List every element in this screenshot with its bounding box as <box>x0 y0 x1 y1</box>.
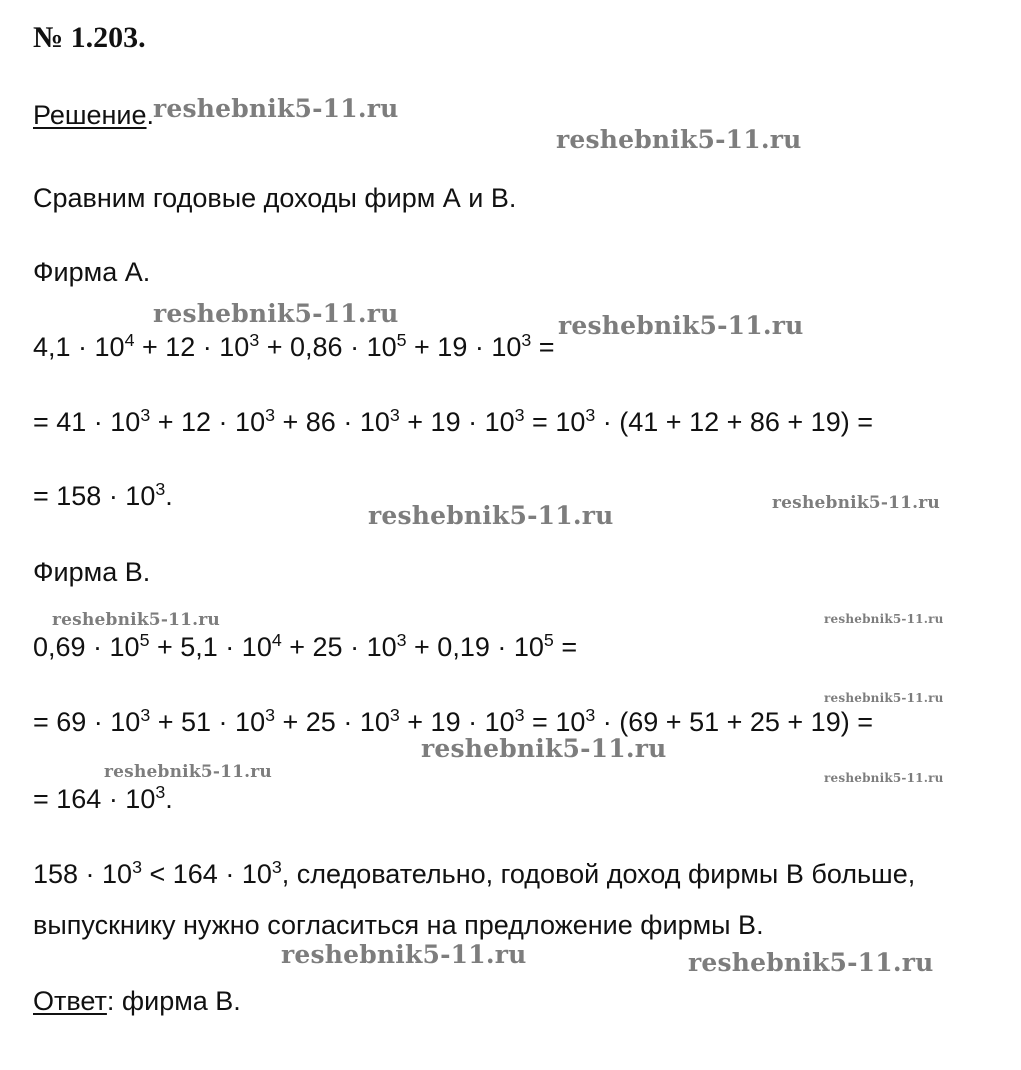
math-text: + 19 · 10 <box>406 332 522 362</box>
watermark: reshebnik5-11.ru <box>153 94 399 123</box>
watermark: reshebnik5-11.ru <box>824 691 944 705</box>
exponent: 3 <box>155 479 166 500</box>
exponent: 3 <box>585 405 596 426</box>
math-text: = <box>531 332 555 362</box>
math-text: = 158 · 10 <box>33 481 156 511</box>
exponent: 4 <box>124 330 135 351</box>
exponent: 3 <box>514 705 525 726</box>
conclusion-line-1 <box>33 858 915 890</box>
math-text: . <box>165 784 173 814</box>
math-text: . <box>165 481 173 511</box>
math-text: 0,69 · 10 <box>33 632 140 662</box>
math-text: + 0,86 · 10 <box>259 332 397 362</box>
firm-b-equation-line-3 <box>33 783 173 815</box>
solution-heading <box>33 99 154 131</box>
watermark: reshebnik5-11.ru <box>558 311 804 340</box>
exponent: 3 <box>389 705 400 726</box>
math-text: 158 · 10 <box>33 859 133 889</box>
firm-a-equation-line-1 <box>33 331 555 363</box>
math-text: + 12 · 10 <box>150 407 266 437</box>
math-text: , следовательно, годовой доход фирмы В больше, <box>281 859 916 889</box>
exponent: 5 <box>139 630 150 651</box>
math-text: 4,1 · 10 <box>33 332 125 362</box>
math-text: = 10 <box>524 707 586 737</box>
answer-text: : фирма В. <box>106 986 241 1016</box>
exponent: 3 <box>132 857 142 878</box>
math-text: = 164 · 10 <box>33 784 156 814</box>
exponent: 5 <box>543 630 554 651</box>
math-text: < 164 · 10 <box>142 859 272 889</box>
firm-a-heading: Фирма А. <box>33 257 151 287</box>
firm-a-equation-line-3 <box>33 480 173 512</box>
answer <box>33 985 241 1017</box>
answer-label: Ответ <box>33 986 107 1016</box>
math-text: + 25 · 10 <box>275 707 390 737</box>
math-text: = 41 · 10 <box>33 407 141 437</box>
problem-number: № 1.203. <box>33 21 146 54</box>
math-text: = 69 · 10 <box>33 707 141 737</box>
math-text: + 5,1 · 10 <box>149 632 272 662</box>
watermark: reshebnik5-11.ru <box>556 125 802 154</box>
math-text: + 19 · 10 <box>399 407 515 437</box>
watermark: reshebnik5-11.ru <box>688 948 934 977</box>
watermark: reshebnik5-11.ru <box>824 612 944 626</box>
math-text: + 12 · 10 <box>134 332 250 362</box>
firm-b-equation-line-2 <box>33 706 873 738</box>
exponent: 3 <box>585 705 596 726</box>
solution-label: Решение <box>33 100 147 130</box>
watermark: reshebnik5-11.ru <box>421 734 667 763</box>
watermark: reshebnik5-11.ru <box>104 762 272 782</box>
math-text: · (69 + 51 + 25 + 19) = <box>595 707 873 737</box>
math-text: = 10 <box>524 407 586 437</box>
exponent: 3 <box>155 782 166 803</box>
exponent: 3 <box>271 857 282 878</box>
exponent: 3 <box>140 405 151 426</box>
exponent: 3 <box>514 405 525 426</box>
exponent: 4 <box>271 630 282 651</box>
exponent: 3 <box>396 630 407 651</box>
watermark: reshebnik5-11.ru <box>281 940 527 969</box>
math-text: + 86 · 10 <box>275 407 390 437</box>
exponent: 3 <box>140 705 151 726</box>
math-text: = <box>553 632 578 662</box>
exponent: 3 <box>265 705 276 726</box>
math-text: + 19 · 10 <box>399 707 515 737</box>
watermark: reshebnik5-11.ru <box>824 771 944 785</box>
solution-label-suffix: . <box>146 100 155 130</box>
exponent: 5 <box>396 330 407 351</box>
math-text: · (41 + 12 + 86 + 19) = <box>595 407 873 437</box>
exponent: 3 <box>521 330 532 351</box>
exponent: 3 <box>389 405 400 426</box>
firm-b-equation-line-1 <box>33 631 577 663</box>
math-text: + 51 · 10 <box>150 707 266 737</box>
watermark: reshebnik5-11.ru <box>772 493 940 513</box>
watermark: reshebnik5-11.ru <box>368 501 614 530</box>
exponent: 3 <box>265 405 276 426</box>
math-text: + 25 · 10 <box>281 632 397 662</box>
intro-text: Сравним годовые доходы фирм А и В. <box>33 183 517 213</box>
firm-a-equation-line-2 <box>33 406 873 438</box>
conclusion-line-2: выпускнику нужно согласиться на предложение фирмы В. <box>33 910 764 940</box>
watermark: reshebnik5-11.ru <box>153 299 399 328</box>
watermark: reshebnik5-11.ru <box>52 610 220 630</box>
firm-b-heading: Фирма В. <box>33 557 151 587</box>
math-text: + 0,19 · 10 <box>406 632 544 662</box>
exponent: 3 <box>249 330 260 351</box>
